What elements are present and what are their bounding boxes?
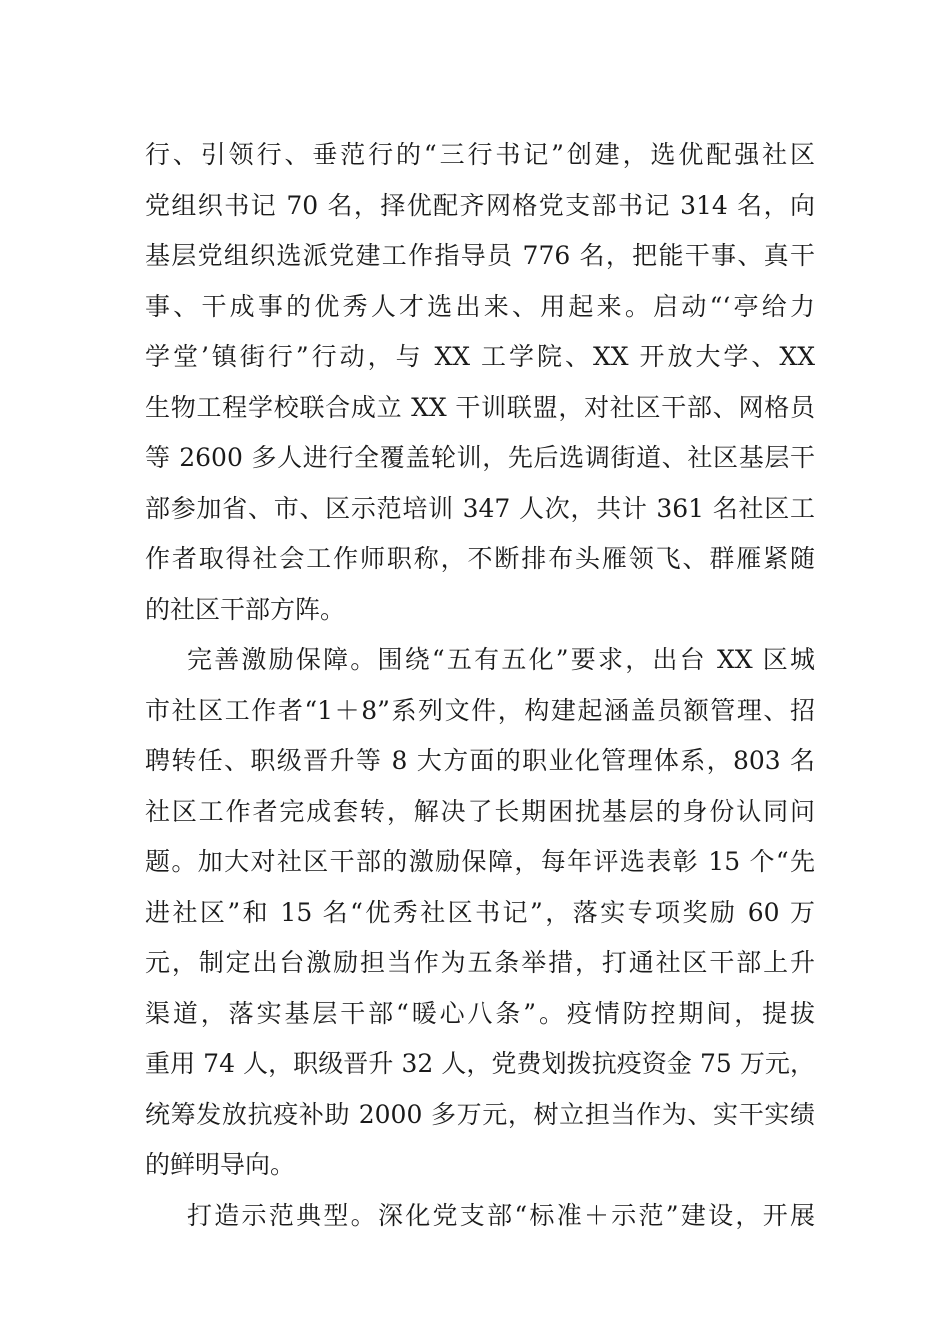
text-line: 作者取得社会工作师职称，不断排布头雁领飞、群雁紧随 (145, 544, 815, 573)
text-line: 学堂’镇街行”行动，与 XX 工学院、XX 开放大学、XX (145, 342, 815, 371)
paragraph-2 (145, 635, 815, 1191)
text-line: 社区工作者完成套转，解决了长期困扰基层的身份认同问 (145, 796, 815, 826)
text-line: 基层党组织选派党建工作指导员 776 名，把能干事、真干 (145, 241, 815, 270)
text-line: 元，制定出台激励担当作为五条举措，打通社区干部上升 (145, 948, 815, 977)
text-line: 聘转任、职级晋升等 8 大方面的职业化管理体系，803 名 (145, 746, 815, 775)
text-line: 打造示范典型。深化党支部“标准＋示范”建设，开展 (187, 1200, 815, 1230)
text-line: 渠道，落实基层干部“暖心八条”。疫情防控期间，提拔 (145, 998, 815, 1028)
text-line: 等 2600 多人进行全覆盖轮训，先后选调街道、社区基层干 (145, 443, 815, 472)
text-line: 进社区”和 15 名“优秀社区书记”，落实专项奖励 60 万 (145, 897, 815, 927)
text-line: 行、引领行、垂范行的“三行书记”创建，选优配强社区 (145, 140, 815, 169)
paragraph-1 (145, 130, 815, 635)
text-line: 党组织书记 70 名，择优配齐网格党支部书记 314 名，向 (145, 190, 815, 220)
text-line: 统筹发放抗疫补助 2000 多万元，树立担当作为、实干实绩 (145, 1099, 815, 1129)
text-line: 部参加省、市、区示范培训 347 人次，共计 361 名社区工 (145, 493, 815, 523)
document-body (145, 130, 815, 1241)
text-line: 重用 74 人，职级晋升 32 人，党费划拨抗疫资金 75 万元， (145, 1049, 815, 1078)
text-line: 市社区工作者“1＋8”系列文件，构建起涵盖员额管理、招 (145, 695, 815, 725)
paragraph-3 (145, 1191, 815, 1242)
text-line: 事、干成事的优秀人才选出来、用起来。启动“‘亭给力 (145, 291, 815, 321)
text-line: 生物工程学校联合成立 XX 干训联盟，对社区干部、网格员 (145, 392, 815, 422)
text-line: 的社区干部方阵。 (145, 594, 346, 624)
text-line: 的鲜明导向。 (145, 1150, 296, 1179)
text-line: 题。加大对社区干部的激励保障，每年评选表彰 15 个“先 (145, 847, 815, 876)
text-line: 完善激励保障。围绕“五有五化”要求，出台 XX 区城 (187, 645, 815, 674)
